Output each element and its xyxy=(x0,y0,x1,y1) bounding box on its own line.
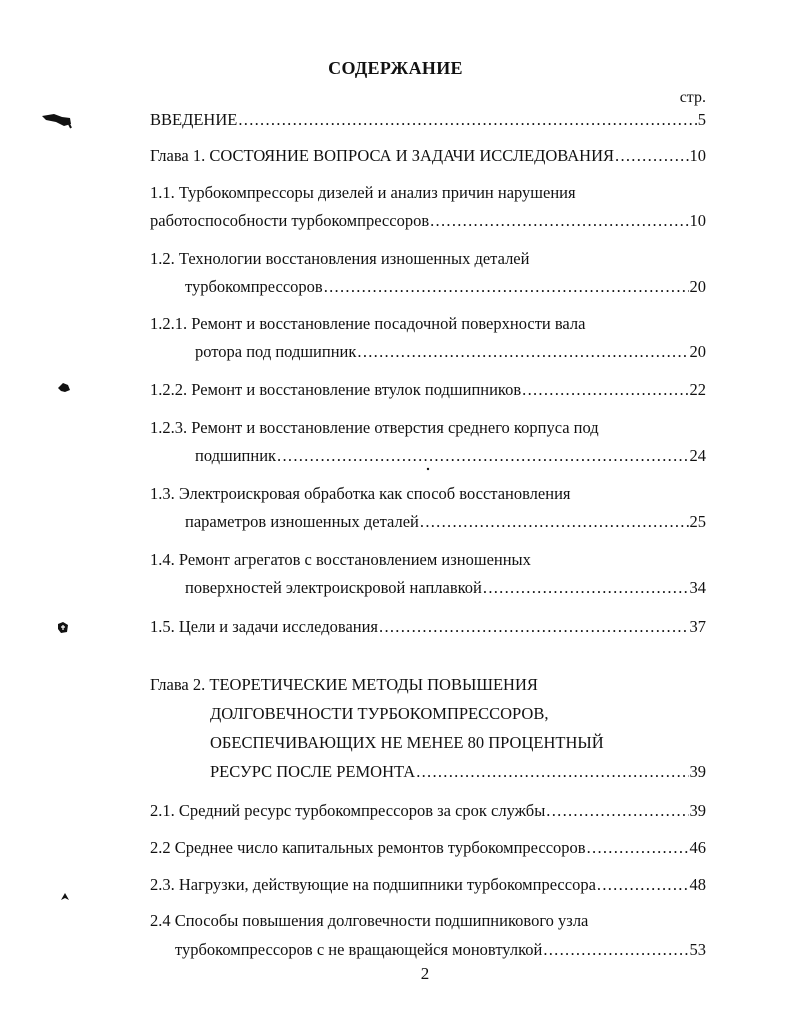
toc-entry-text-line: ДОЛГОВЕЧНОСТИ ТУРБОКОМПРЕССОРОВ, xyxy=(210,704,549,723)
toc-entry-1-4[interactable] xyxy=(185,578,706,598)
toc-entry-text-line: 1.1. Турбокомпрессоры дизелей и анализ причин нарушения xyxy=(150,183,576,202)
page-column-header: стр. xyxy=(679,89,706,106)
scan-artifact-mark xyxy=(40,110,74,130)
toc-leader-dots xyxy=(238,110,696,130)
toc-entry-text: 1.5. Цели и задачи исследования xyxy=(150,617,379,636)
toc-entry-text-line: Глава 2. ТЕОРЕТИЧЕСКИЕ МЕТОДЫ ПОВЫШЕНИЯ xyxy=(150,675,538,694)
toc-entry-2-3[interactable] xyxy=(150,875,706,895)
toc-leader-dots xyxy=(522,380,688,400)
toc-entry-1-2-2[interactable] xyxy=(150,380,706,400)
toc-entry-text: 2.2 Среднее число капитальных ремонтов турбокомпрессоров xyxy=(150,838,586,857)
page-title: СОДЕРЖАНИЕ xyxy=(328,58,463,78)
toc-entry-text: турбокомпрессоров с не вращающейся моновтулкой xyxy=(175,940,543,959)
toc-entry-2-2[interactable] xyxy=(150,838,706,858)
toc-entry-text: Глава 1. СОСТОЯНИЕ ВОПРОСА И ЗАДАЧИ ИССЛЕДОВАНИЯ xyxy=(150,146,615,165)
toc-entry-1-2-1[interactable] xyxy=(195,342,706,362)
toc-entry-1-2-3[interactable] xyxy=(195,446,706,466)
toc-entry-text: РЕСУРС ПОСЛЕ РЕМОНТА xyxy=(210,762,416,781)
toc-entry-1-1[interactable] xyxy=(150,211,706,231)
toc-leader-dots xyxy=(483,578,689,598)
toc-leader-dots xyxy=(277,446,688,466)
toc-entry-page: 5 xyxy=(697,110,706,129)
toc-entry-text-line: 1.2.3. Ремонт и восстановление отверстия среднего корпуса под xyxy=(150,418,599,437)
toc-leader-dots xyxy=(430,211,688,231)
toc-entry-page: 39 xyxy=(689,801,706,820)
toc-entry-page: 10 xyxy=(689,211,706,230)
toc-entry-page: 46 xyxy=(689,838,706,857)
toc-entry-text-line: 1.3. Электроискровая обработка как способ восстановления xyxy=(150,484,571,503)
toc-entry-page: 53 xyxy=(689,940,706,959)
toc-entry-page: 37 xyxy=(689,617,706,636)
toc-entry-2-1[interactable] xyxy=(150,801,706,821)
toc-entry-text: турбокомпрессоров xyxy=(185,277,323,296)
toc-entry-text: подшипник xyxy=(195,446,277,465)
toc-entry-chapter-1[interactable] xyxy=(150,146,706,166)
toc-entry-page: 20 xyxy=(689,277,706,296)
page-number: 2 xyxy=(420,964,430,983)
toc-entry-text: 2.1. Средний ресурс турбокомпрессоров за срок службы xyxy=(150,801,546,820)
toc-leader-dots xyxy=(546,801,688,821)
toc-entry-text: 1.2.2. Ремонт и восстановление втулок подшипников xyxy=(150,380,522,399)
scan-artifact-mark xyxy=(56,380,72,394)
toc-entry-text: поверхностей электроискровой наплавкой xyxy=(185,578,482,597)
toc-entry-text-line: 1.4. Ремонт агрегатов с восстановлением изношенных xyxy=(150,550,531,569)
toc-entry-text-line: 1.2.1. Ремонт и восстановление посадочной поверхности вала xyxy=(150,314,586,333)
toc-entry-text-line: ОБЕСПЕЧИВАЮЩИХ НЕ МЕНЕЕ 80 ПРОЦЕНТНЫЙ xyxy=(210,733,604,752)
toc-entry-1-5[interactable] xyxy=(150,617,706,637)
toc-entry-text: работоспособности турбокомпрессоров xyxy=(150,211,430,230)
toc-entry-2-4[interactable] xyxy=(175,940,706,960)
toc-leader-dots xyxy=(543,940,688,960)
toc-entry-text: параметров изношенных деталей xyxy=(185,512,419,531)
toc-entry-page: 24 xyxy=(689,446,706,465)
toc-entry-text: ВВЕДЕНИЕ xyxy=(150,110,238,129)
toc-entry-text: 2.3. Нагрузки, действующие на подшипники турбокомпрессора xyxy=(150,875,596,894)
toc-entry-page: 39 xyxy=(689,762,706,781)
toc-entry-page: 34 xyxy=(689,578,706,597)
toc-leader-dots xyxy=(420,512,689,532)
toc-entry-text-line: 2.4 Способы повышения долговечности подшипникового узла xyxy=(150,911,589,930)
toc-leader-dots xyxy=(324,277,689,297)
toc-entry-1-3[interactable] xyxy=(185,512,706,532)
toc-entry-intro[interactable] xyxy=(150,110,706,130)
toc-leader-dots xyxy=(416,762,688,782)
toc-leader-dots xyxy=(357,342,688,362)
scan-artifact-mark xyxy=(55,620,71,636)
toc-entry-page: 20 xyxy=(689,342,706,361)
toc-leader-dots xyxy=(597,875,689,895)
toc-entry-text: ротора под подшипник xyxy=(195,342,357,361)
scan-artifact-mark xyxy=(58,890,72,904)
toc-entry-page: 10 xyxy=(689,146,706,165)
toc-entry-1-2[interactable] xyxy=(185,277,706,297)
toc-leader-dots xyxy=(379,617,688,637)
scan-artifact-mark xyxy=(426,467,430,471)
toc-entry-page: 25 xyxy=(689,512,706,531)
toc-entry-chapter-2[interactable] xyxy=(210,762,706,782)
toc-entry-text-line: 1.2. Технологии восстановления изношенных деталей xyxy=(150,249,530,268)
toc-leader-dots xyxy=(615,146,688,166)
toc-leader-dots xyxy=(587,838,689,858)
toc-entry-page: 48 xyxy=(689,875,706,894)
toc-entry-page: 22 xyxy=(689,380,706,399)
